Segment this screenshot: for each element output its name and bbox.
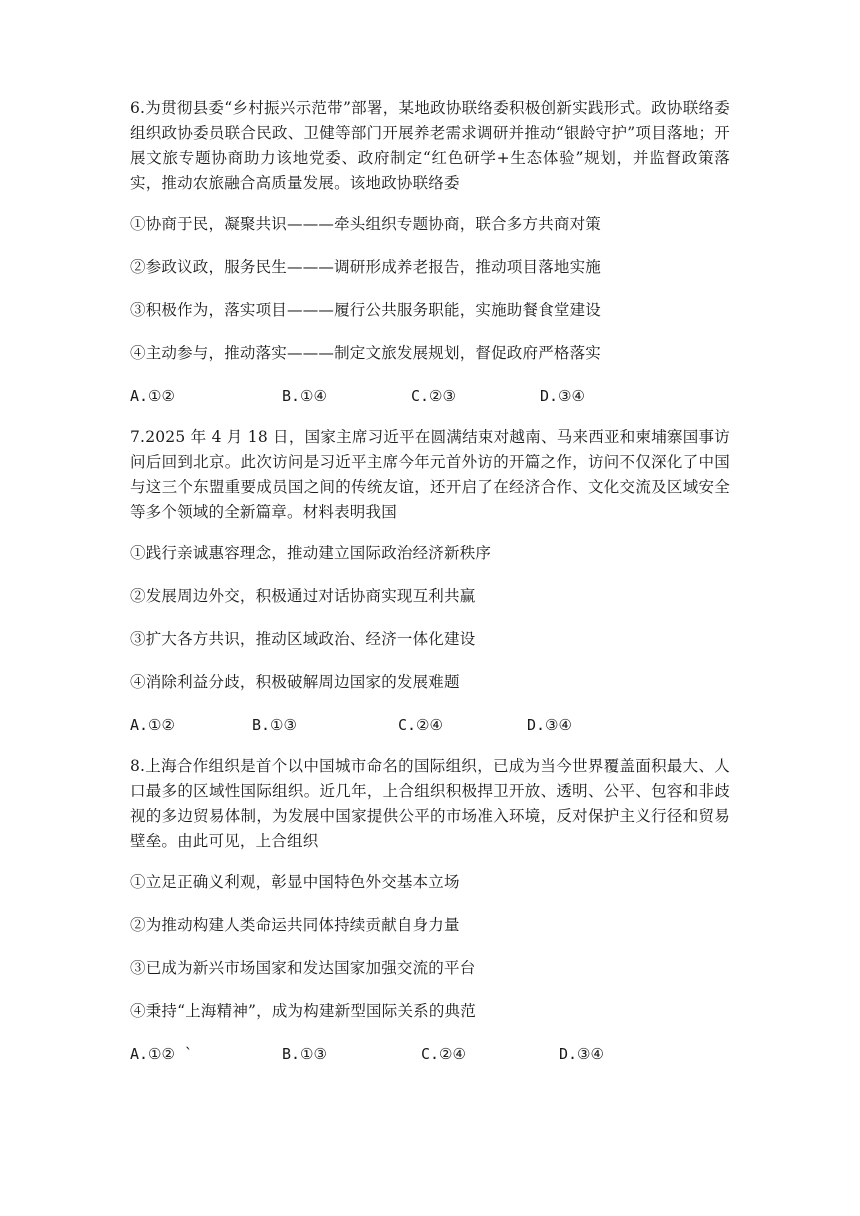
option-3: ③已成为新兴市场国家和发达国家加强交流的平台 xyxy=(130,959,476,977)
option-2: ②为推动构建人类命运共同体持续贡献自身力量 xyxy=(130,916,460,934)
question-stem: 8.上海合作组织是首个以中国城市命名的国际组织，已成为当今世界覆盖面积最大、人口最多的区域性国际组织。近几年，上合组织积极捍卫开放、透明、公平、包容和非歧视的多边贸易体制，为发展中国家提供公平的市场准入环境，反对保护主义行径和贸易壁垒。由此可见，上合组织 xyxy=(130,757,730,850)
question-6 xyxy=(130,96,730,409)
option-2: ②参政议政，服务民生———调研形成养老报告，推动项目落地实施 xyxy=(130,258,602,276)
option-2: ②发展周边外交，积极通过对话协商实现互利共赢 xyxy=(130,587,476,605)
option-4: ④消除利益分歧，积极破解周边国家的发展难题 xyxy=(130,673,460,691)
exam-page xyxy=(130,96,730,1083)
option-1: ①践行亲诚惠容理念，推动建立国际政治经济新秩序 xyxy=(130,544,492,562)
choice-d: D.③④ xyxy=(527,716,572,734)
choice-c: C.②③ xyxy=(411,387,456,405)
choice-b: B.①④ xyxy=(282,387,327,405)
answer-choices xyxy=(130,384,730,409)
question-8 xyxy=(130,754,730,1067)
choice-b: B.①③ xyxy=(282,1045,327,1063)
option-1: ①立足正确义利观，彰显中国特色外交基本立场 xyxy=(130,873,460,891)
answer-choices xyxy=(130,1042,730,1067)
choice-d: D.③④ xyxy=(559,1045,604,1063)
choice-a: A.①② xyxy=(130,716,175,734)
option-3: ③积极作为，落实项目———履行公共服务职能，实施助餐食堂建设 xyxy=(130,301,602,319)
choice-c: C.②④ xyxy=(421,1045,466,1063)
option-1: ①协商于民，凝聚共识———牵头组织专题协商，联合多方共商对策 xyxy=(130,215,602,233)
choice-a: A.①② ` xyxy=(130,1045,194,1063)
option-3: ③扩大各方共识，推动区域政治、经济一体化建设 xyxy=(130,630,476,648)
choice-d: D.③④ xyxy=(540,387,585,405)
question-7 xyxy=(130,425,730,738)
option-4: ④秉持“上海精神”，成为构建新型国际关系的典范 xyxy=(130,1002,476,1020)
choice-a: A.①② xyxy=(130,387,175,405)
choice-c: C.②④ xyxy=(398,716,443,734)
answer-choices xyxy=(130,713,730,738)
question-stem: 6.为贯彻县委“乡村振兴示范带”部署，某地政协联络委积极创新实践形式。政协联络委组织政协委员联合民政、卫健等部门开展养老需求调研并推动“银龄守护”项目落地；开展文旅专题协商助力该地党委、政府制定“红色研学+生态体验”规划，并监督政策落实，推动农旅融合高质量发展。该地政协联络委 xyxy=(130,99,730,192)
question-stem: 7.2025 年 4 月 18 日，国家主席习近平在圆满结束对越南、马来西亚和柬埔寨国事访问后回到北京。此次访问是习近平主席今年元首外访的开篇之作，访问不仅深化了中国与这三个东盟重要成员国之间的传统友谊，还开启了在经济合作、文化交流及区域安全等多个领域的全新篇章。材料表明我国 xyxy=(130,428,730,521)
option-4: ④主动参与，推动落实———制定文旅发展规划，督促政府严格落实 xyxy=(130,344,602,362)
choice-b: B.①③ xyxy=(252,716,297,734)
